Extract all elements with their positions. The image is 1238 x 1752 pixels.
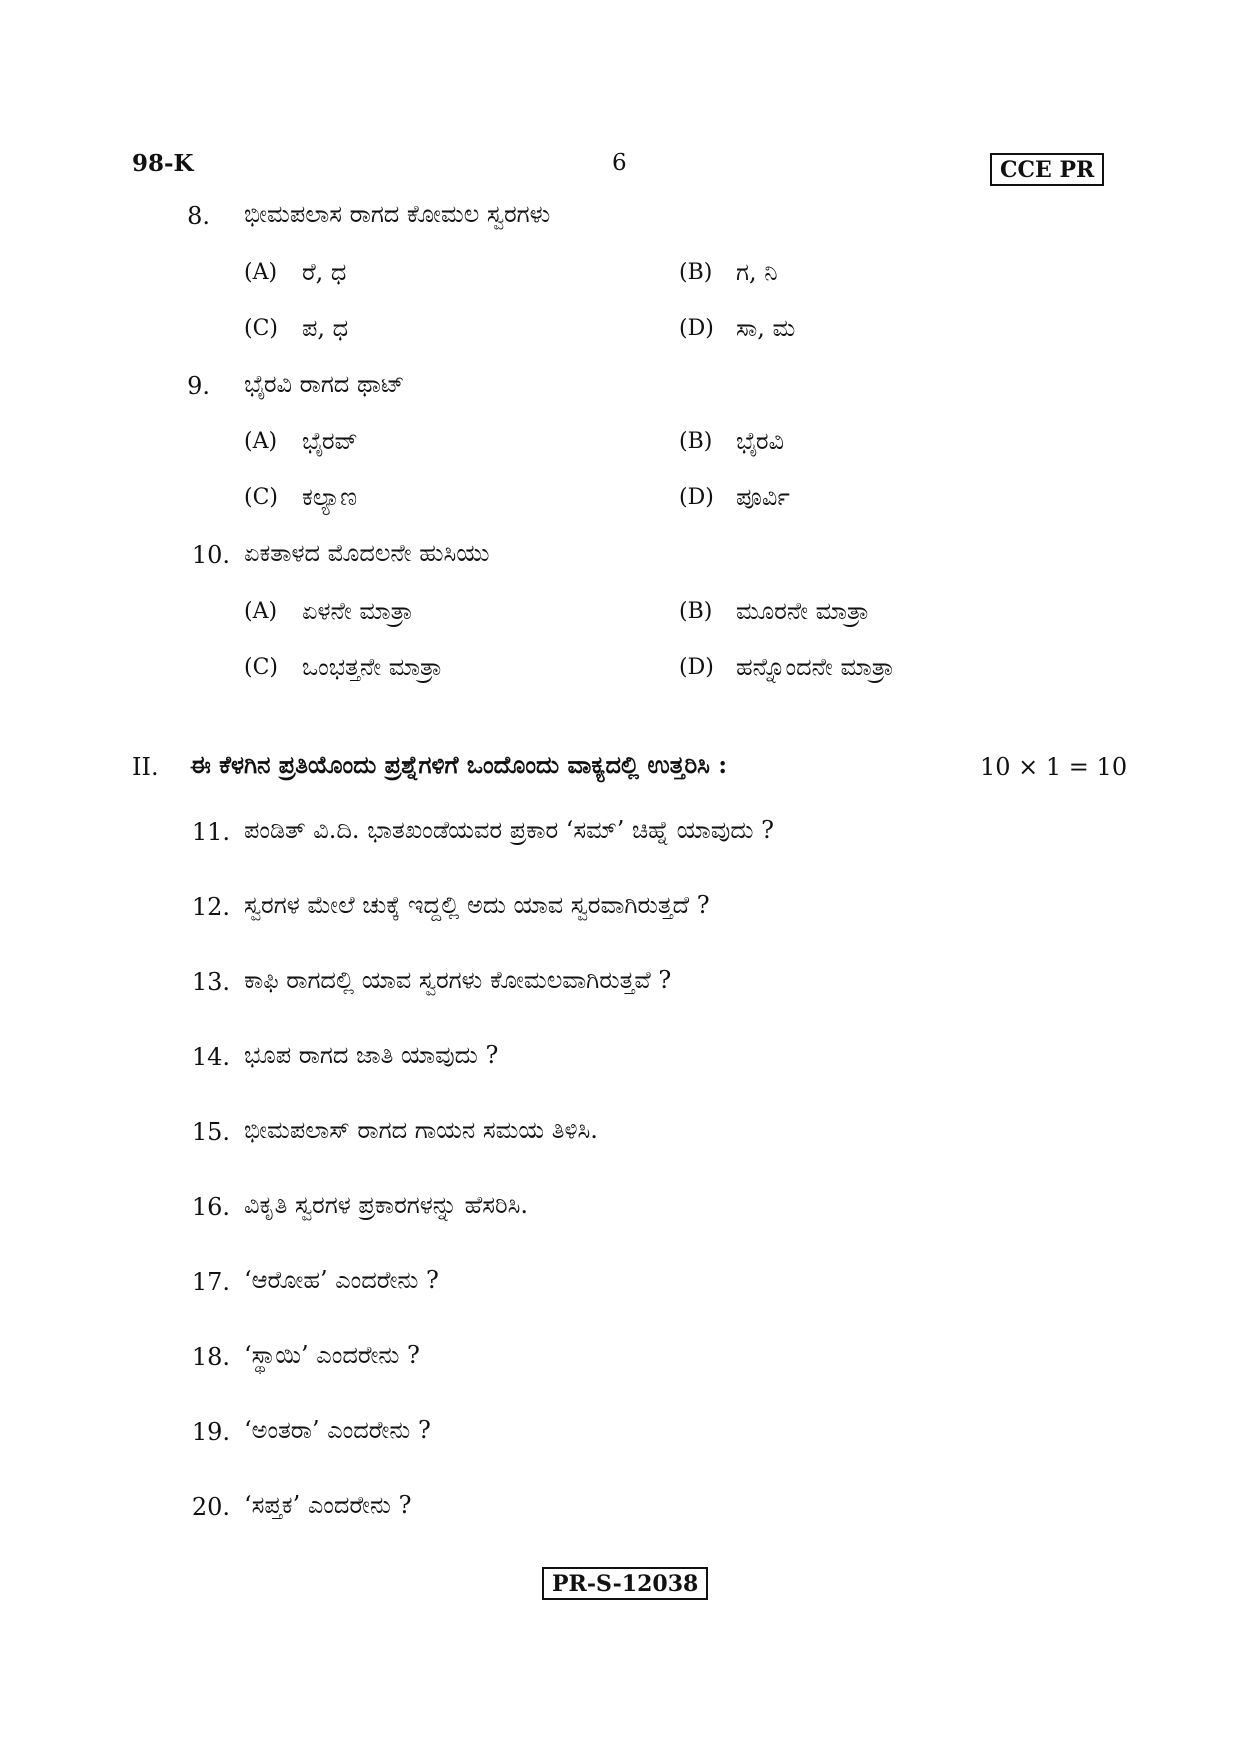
section-numeral: II. xyxy=(132,753,159,781)
question-text: ವಿಕೃತಿ ಸ್ವರಗಳ ಪ್ರಕಾರಗಳನ್ನು ಹೆಸರಿಸಿ. xyxy=(244,1191,529,1219)
option-text: ಹನ್ನೊಂದನೇ ಮಾತ್ರಾ xyxy=(736,653,895,681)
question-text: ಭೂಪ ರಾಗದ ಜಾತಿ ಯಾವುದು ? xyxy=(244,1041,499,1069)
question-text: ‘ಸ್ಥಾಯಿ’ ಎಂದರೇನು ? xyxy=(244,1341,420,1369)
question-text: ಭೀಮಪಲಾಸ್ ರಾಗದ ಗಾಯನ ಸಮಯ ತಿಳಿಸಿ. xyxy=(244,1116,598,1144)
option-text: ಪ, ಧ xyxy=(302,314,349,342)
option-letter: (B) xyxy=(679,429,713,454)
option-text: ರೆ, ಧ xyxy=(302,258,347,286)
paper-code: 98-K xyxy=(132,150,194,177)
question-number: 11. xyxy=(191,818,230,846)
option-letter: (C) xyxy=(244,316,278,341)
question-number: 20. xyxy=(191,1493,230,1521)
option-letter: (C) xyxy=(244,485,278,510)
option-text: ಗ, ನಿ xyxy=(736,258,778,286)
question-number: 13. xyxy=(191,968,230,996)
option-letter: (B) xyxy=(679,260,713,285)
option-text: ಏಳನೇ ಮಾತ್ರಾ xyxy=(302,597,413,625)
option-text: ಮೂರನೇ ಮಾತ್ರಾ xyxy=(736,597,870,625)
question-text: ಭೈರವಿ ರಾಗದ ಥಾಟ್ xyxy=(244,370,405,398)
option-letter: (D) xyxy=(679,655,714,680)
option-text: ಭೈರವಿ xyxy=(736,427,785,455)
question-text: ಪಂಡಿತ್ ವಿ.ದಿ. ಭಾತಖಂಡೆಯವರ ಪ್ರಕಾರ ‘ಸಮ್’ ಚಿಹ್ನೆ ಯಾವುದು ? xyxy=(244,816,774,844)
option-text: ಭೈರವ್ xyxy=(302,427,358,455)
option-letter: (D) xyxy=(679,485,714,510)
footer-code: PR-S-12038 xyxy=(542,1567,708,1600)
option-text: ಒಂಭತ್ತನೇ ಮಾತ್ರಾ xyxy=(302,653,443,681)
question-number: 9. xyxy=(187,372,210,400)
question-text: ಏಕತಾಳದ ಮೊದಲನೇ ಹುಸಿಯು xyxy=(244,539,490,567)
question-number: 10. xyxy=(191,541,230,569)
question-text: ‘ಆರೋಹ’ ಎಂದರೇನು ? xyxy=(244,1266,439,1294)
option-text: ಸಾ, ಮ xyxy=(736,314,796,342)
question-number: 19. xyxy=(191,1418,230,1446)
section-marks: 10 × 1 = 10 xyxy=(980,753,1128,781)
paper-badge: CCE PR xyxy=(990,153,1104,186)
question-text: ‘ಸಪ್ತಕ’ ಎಂದರೇನು ? xyxy=(244,1491,412,1519)
question-number: 8. xyxy=(187,202,210,230)
question-number: 18. xyxy=(191,1343,230,1371)
question-number: 12. xyxy=(191,893,230,921)
option-text: ಕಲ್ಯಾಣ xyxy=(302,483,358,511)
option-letter: (A) xyxy=(244,260,278,285)
question-text: ‘ಅಂತರಾ’ ಎಂದರೇನು ? xyxy=(244,1416,431,1444)
question-text: ಭೀಮಪಲಾಸ ರಾಗದ ಕೋಮಲ ಸ್ವರಗಳು xyxy=(244,200,551,228)
option-text: ಪೂರ್ವಿ xyxy=(736,483,790,511)
option-letter: (D) xyxy=(679,316,714,341)
option-letter: (C) xyxy=(244,655,278,680)
page-number: 6 xyxy=(612,150,627,176)
question-number: 17. xyxy=(191,1268,230,1296)
option-letter: (A) xyxy=(244,599,278,624)
question-number: 14. xyxy=(191,1043,230,1071)
section-instruction: ಈ ಕೆಳಗಿನ ಪ್ರತಿಯೊಂದು ಪ್ರಶ್ನೆಗಳಿಗೆ ಒಂದೊಂದು ವಾಕ್ಯದಲ್ಲಿ ಉತ್ತರಿಸಿ : xyxy=(190,750,728,779)
option-letter: (B) xyxy=(679,599,713,624)
question-number: 15. xyxy=(191,1118,230,1146)
question-text: ಸ್ವರಗಳ ಮೇಲೆ ಚುಕ್ಕೆ ಇದ್ದಲ್ಲಿ ಅದು ಯಾವ ಸ್ವರವಾಗಿರುತ್ತದೆ ? xyxy=(244,891,710,919)
question-text: ಕಾಫಿ ರಾಗದಲ್ಲಿ ಯಾವ ಸ್ವರಗಳು ಕೋಮಲವಾಗಿರುತ್ತವೆ ? xyxy=(244,966,672,994)
question-number: 16. xyxy=(191,1193,230,1221)
option-letter: (A) xyxy=(244,429,278,454)
